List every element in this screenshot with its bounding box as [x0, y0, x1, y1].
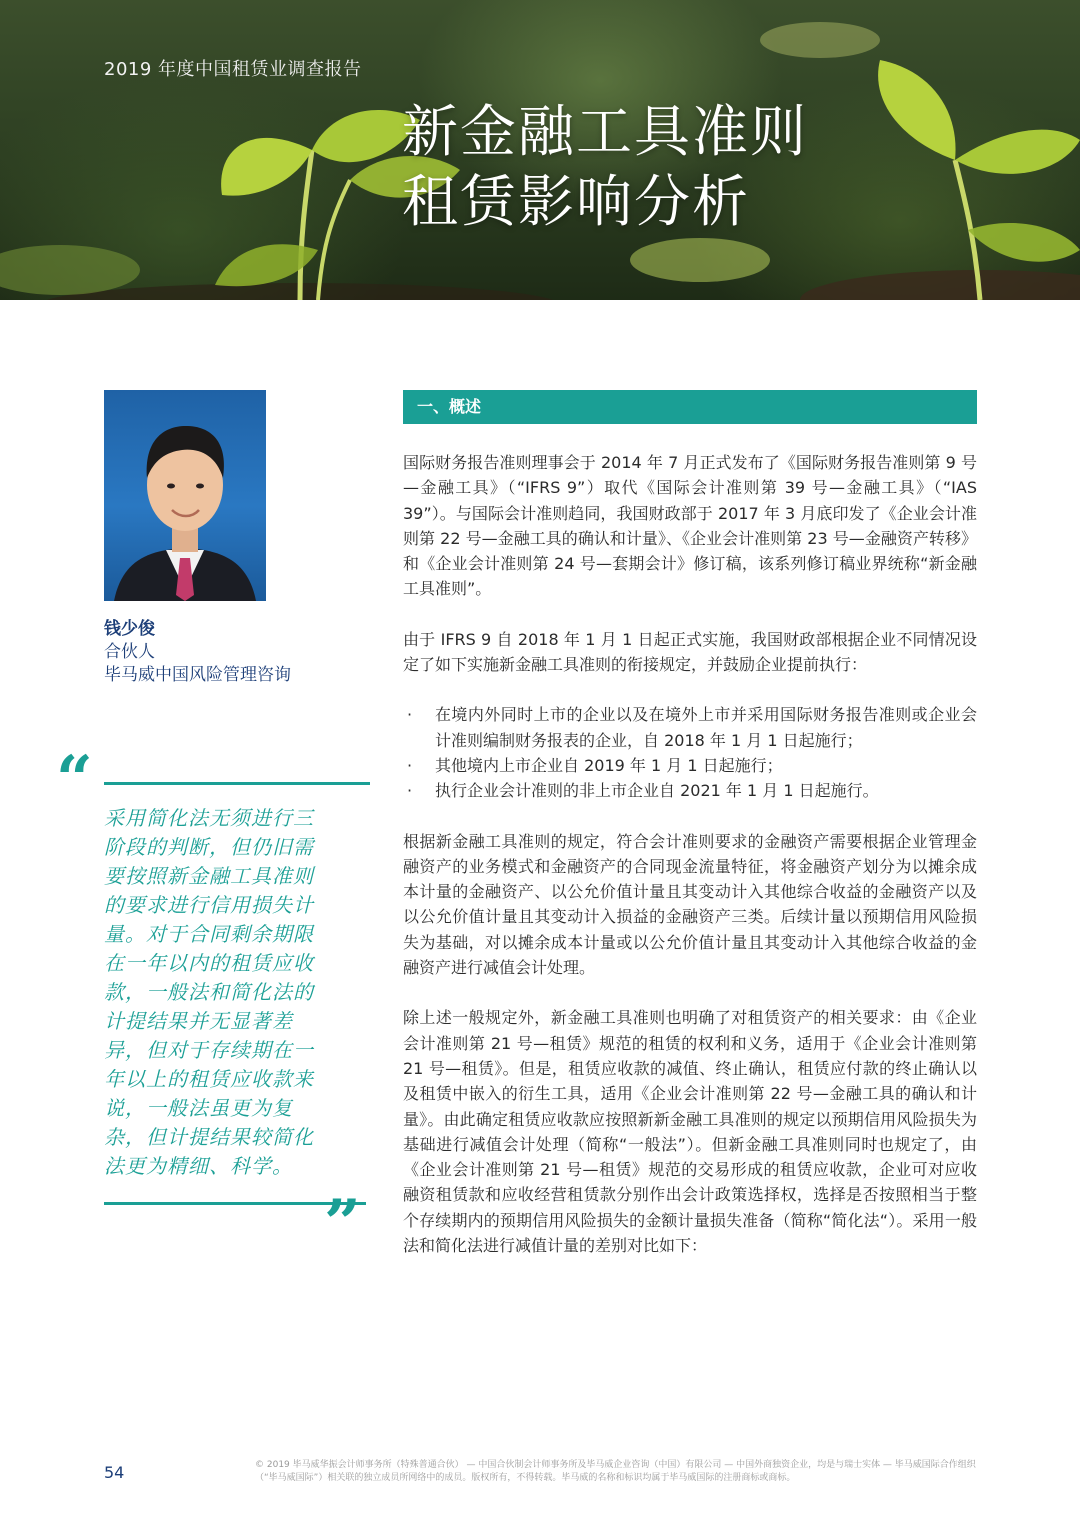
bullet-list [403, 702, 977, 803]
author-photo [104, 390, 266, 601]
pull-quote [56, 742, 361, 1261]
report-name: 2019 年度中国租赁业调查报告 [104, 59, 362, 80]
open-quote-icon: “ [56, 742, 93, 817]
bullet-item: · 在境内外同时上市的企业以及在境外上市并采用国际财务报告准则或企业会计准则编制财务报表的企业，自 2018 年 1 月 1 日起施行； [403, 702, 977, 753]
paragraph: 根据新金融工具准则的规定，符合会计准则要求的金融资产需要根据企业管理金融资产的业务模式和金融资产的合同现金流量特征，将金融资产划分为以摊余成本计量的金融资产、以公允价值计量且其变动计入其他综合收益的金融资产以及以公允价值计量且其变动计入损益的金融资产三类。后续计量以预期信用风险损失为基础，对以摊余成本计量或以公允价值计量且其变动计入其他综合收益的金融资产进行减值会计处理。 [403, 831, 977, 978]
author-name: 钱少俊 [104, 619, 155, 639]
author-block [104, 618, 364, 687]
page-number: 54 [104, 1463, 125, 1482]
bullet-item: · 其他境内上市企业自 2019 年 1 月 1 日起施行； [403, 753, 977, 778]
paragraph: 由于 IFRS 9 自 2018 年 1 月 1 日起正式实施，我国财政部根据企业不同情况设定了如下实施新金融工具准则的衔接规定，并鼓励企业提前执行： [403, 629, 977, 675]
title-line-2: 租赁影响分析 [402, 170, 750, 235]
page-title [402, 98, 808, 238]
close-quote-icon: ” [324, 1186, 361, 1261]
footer-legal-text: © 2019 毕马威华振会计师事务所（特殊普通合伙） — 中国合伙制会计师事务所及毕马威企业咨询（中国）有限公司 — 中国外商独资企业，均是与瑞士实体 — 毕马威国际合作组织（“毕马威国际”）相关联的独立成员所网络中的成员。版权所有，不得转载。毕马威的名称和标识均属于毕马威国际的注册商标或商标。 [255, 1460, 976, 1483]
section-heading: 一、概述 [403, 390, 977, 424]
article-body [403, 450, 977, 1283]
title-line-1: 新金融工具准则 [402, 100, 808, 165]
hero-banner [0, 0, 1080, 300]
paragraph: 国际财务报告准则理事会于 2014 年 7 月正式发布了《国际财务报告准则第 9 号—金融工具》（“IFRS 9”）取代《国际会计准则第 39 号—金融工具》（“IAS 39”）。与国际会计准则趋同，我国财政部于 2017 年 3 月底印发了《企业会计准则第 22 号—金融工具的确认和计量》、《企业会计准则第 23 号—金融资产转移》和《企业会计准则第 24 号—套期会计》修订稿，该系列修订稿业界统称“新金融工具准则”。 [403, 453, 977, 599]
paragraph: 除上述一般规定外，新金融工具准则也明确了对租赁资产的相关要求：由《企业会计准则第 21 号—租赁》规范的租赁的权利和义务，适用于《企业会计准则第 21 号—租赁》。但是，租赁应收款的减值、终止确认，租赁应付款的终止确认以及租赁中嵌入的衍生工具，适用《企业会计准则第 22 号—金融工具的确认和计量》。由此确定租赁应收款应按照新新金融工具准则的规定以预期信用风险损失为基础进行减值会计处理（简称“一般法”）。但新金融工具准则同时也规定了，由《企业会计准则第 21 号—租赁》规范的交易形成的租赁应收款，企业可对应收融资租赁款和应收经营租赁款分别作出会计政策选择权，选择是否按照相当于整个存续期内的预期信用风险损失的金额计量损失准备（简称“简化法“）。采用一般法和简化法进行减值计量的差别对比如下： [403, 1008, 977, 1256]
quote-divider-top [104, 782, 370, 785]
pull-quote-text: 采用简化法无须进行三阶段的判断，但仍旧需要按照新金融工具准则的要求进行信用损失计量。对于合同剩余期限在一年以内的租赁应收款，一般法和简化法的计提结果并无显著差异，但对于存续期在一年以上的租赁应收款来说，一般法虽更为复杂，但计提结果较简化法更为精细、科学。 [104, 806, 314, 1178]
person-portrait-icon [104, 390, 266, 601]
author-organization: 毕马威中国风险管理咨询 [104, 665, 291, 685]
bullet-item: · 执行企业会计准则的非上市企业自 2021 年 1 月 1 日起施行。 [403, 778, 977, 803]
author-role: 合伙人 [104, 642, 155, 662]
